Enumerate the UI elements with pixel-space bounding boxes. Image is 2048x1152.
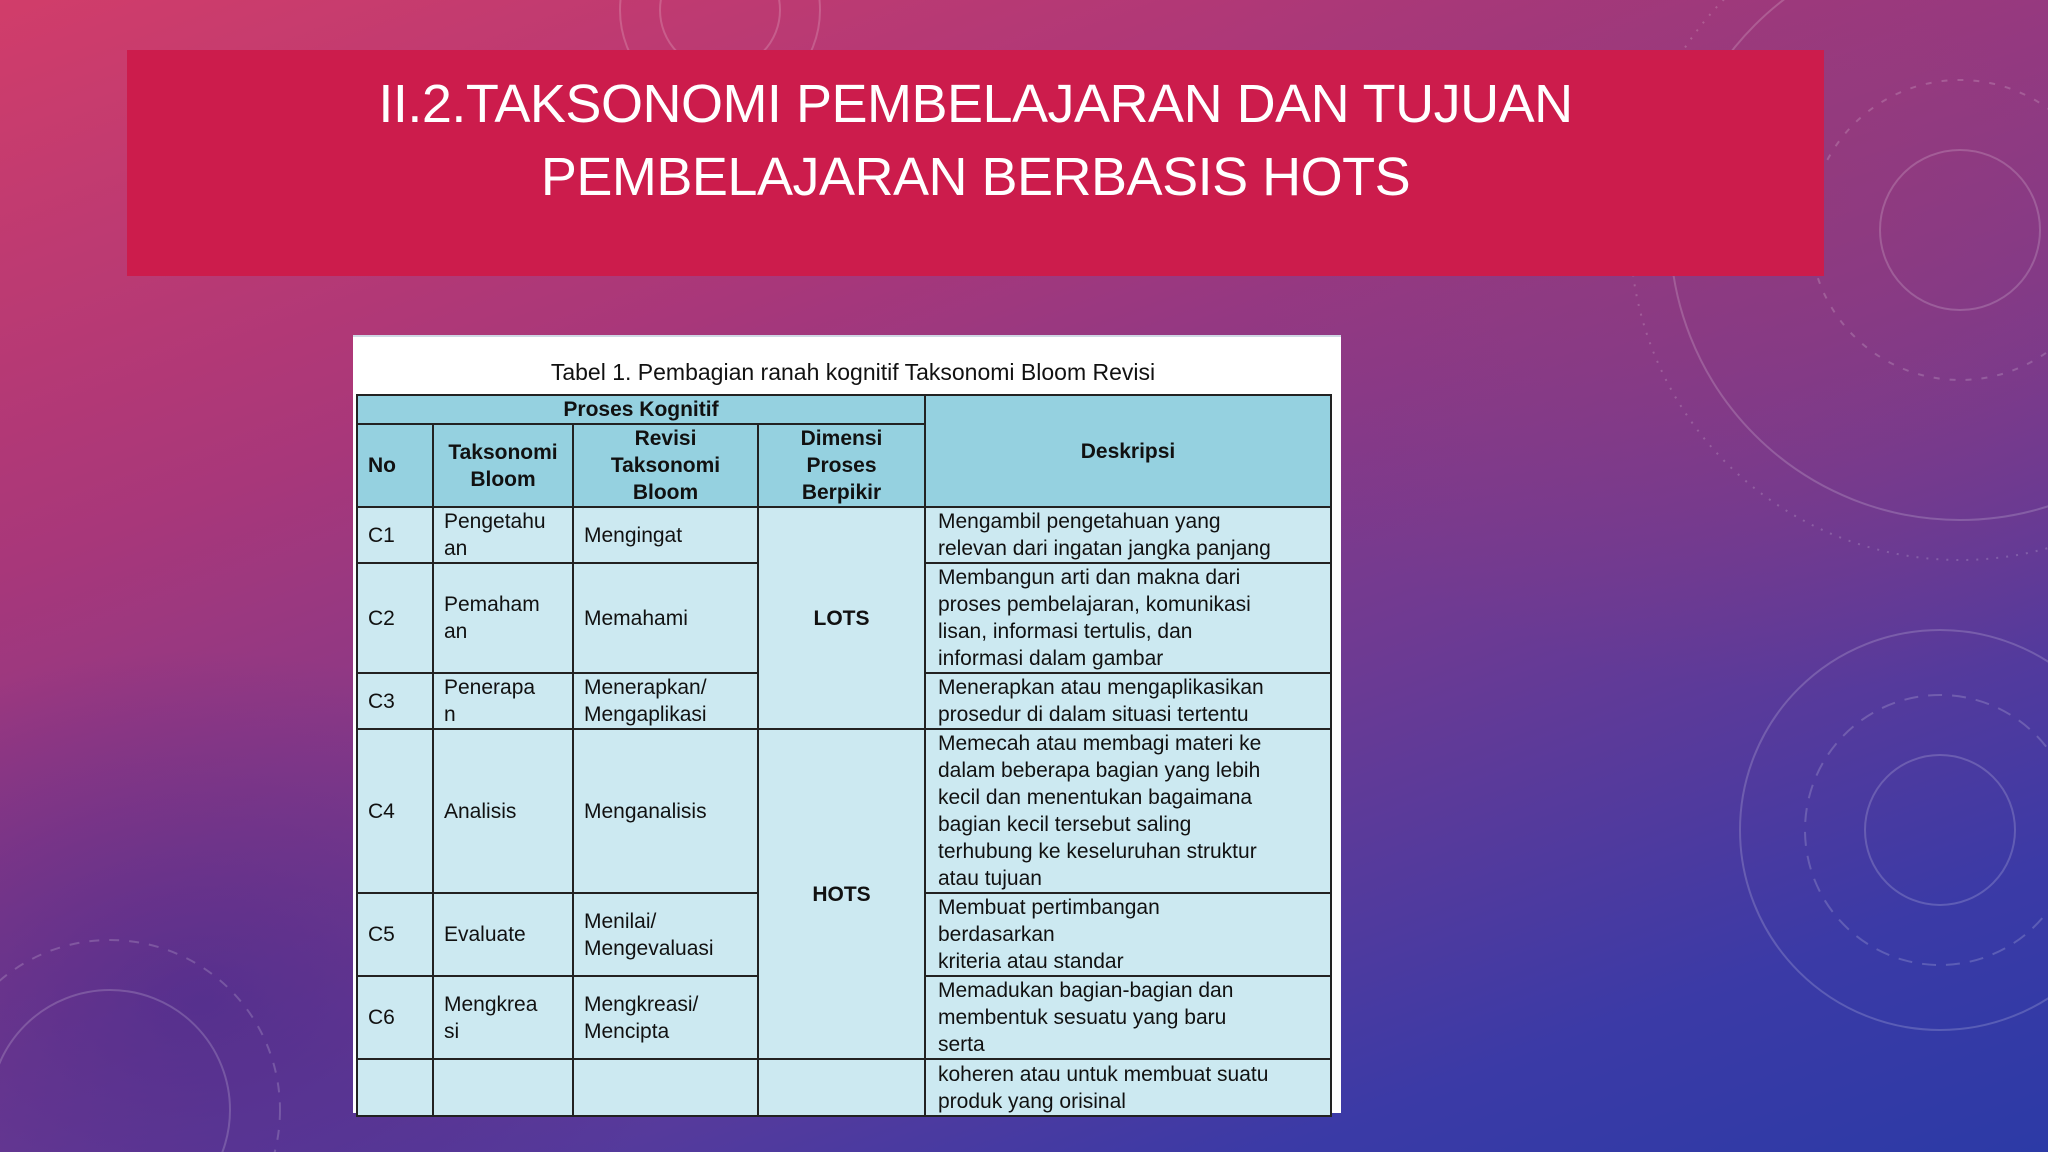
cell-revisi: Menilai/ Mengevaluasi (573, 893, 758, 976)
header-revisi: Revisi Taksonomi Bloom (573, 424, 758, 507)
table-caption: Tabel 1. Pembagian ranah kognitif Taksonomi Bloom Revisi (550, 359, 1156, 385)
cell-deskripsi: Mengambil pengetahuan yang relevan dari ingatan jangka panjang (925, 507, 1331, 563)
cell-bloom: Evaluate (433, 893, 573, 976)
cell-revisi: Mengingat (573, 507, 758, 563)
cell-dimensi-empty (758, 1059, 925, 1116)
cell-revisi: Menerapkan/ Mengaplikasi (573, 673, 758, 729)
slide-title: II.2.TAKSONOMI PEMBELAJARAN DAN TUJUAN PEMBELAJARAN BERBASIS HOTS (378, 74, 1573, 207)
cell-deskripsi: Memecah atau membagi materi ke dalam beberapa bagian yang lebih kecil dan menentukan bagaimana bagian kecil tersebut saling terhubung ke keseluruhan struktur atau tujuan (925, 729, 1331, 893)
cell-bloom: Pengetahu an (433, 507, 573, 563)
table-row (357, 1059, 1331, 1116)
header-deskripsi: Deskripsi (925, 395, 1331, 507)
cell-deskripsi: Menerapkan atau mengaplikasikan prosedur di dalam situasi tertentu (925, 673, 1331, 729)
cell-no: C6 (357, 976, 433, 1059)
cell-deskripsi: Membangun arti dan makna dari proses pembelajaran, komunikasi lisan, informasi tertulis, dan informasi dalam gambar (925, 563, 1331, 673)
header-dimensi: Dimensi Proses Berpikir (758, 424, 925, 507)
group-header: Proses Kognitif (357, 395, 925, 424)
table-row (357, 729, 1331, 893)
cell-bloom: Mengkrea si (433, 976, 573, 1059)
table-panel (353, 335, 1341, 1113)
cell-revisi: Mengkreasi/ Mencipta (573, 976, 758, 1059)
cell-deskripsi: Memadukan bagian-bagian dan membentuk sesuatu yang baru serta (925, 976, 1331, 1059)
cell-no: C1 (357, 507, 433, 563)
bloom-taxonomy-table (356, 394, 1332, 1117)
cell-bloom: Penerapa n (433, 673, 573, 729)
cell-revisi: Menganalisis (573, 729, 758, 893)
cell-revisi (573, 1059, 758, 1116)
cell-no: C4 (357, 729, 433, 893)
cell-no: C3 (357, 673, 433, 729)
cell-deskripsi: Membuat pertimbangan berdasarkan kriteria atau standar (925, 893, 1331, 976)
header-bloom: Taksonomi Bloom (433, 424, 573, 507)
title-banner (127, 50, 1824, 276)
cell-dimensi-lots: LOTS (758, 507, 925, 729)
cell-bloom (433, 1059, 573, 1116)
cell-no (357, 1059, 433, 1116)
cell-dimensi-hots: HOTS (758, 729, 925, 1059)
cell-revisi: Memahami (573, 563, 758, 673)
table-header-row (357, 395, 1331, 424)
cell-bloom: Pemaham an (433, 563, 573, 673)
cell-deskripsi: koheren atau untuk membuat suatu produk yang orisinal (925, 1059, 1331, 1116)
header-no: No (357, 424, 433, 507)
cell-no: C5 (357, 893, 433, 976)
table-row (357, 507, 1331, 563)
cell-bloom: Analisis (433, 729, 573, 893)
cell-no: C2 (357, 563, 433, 673)
